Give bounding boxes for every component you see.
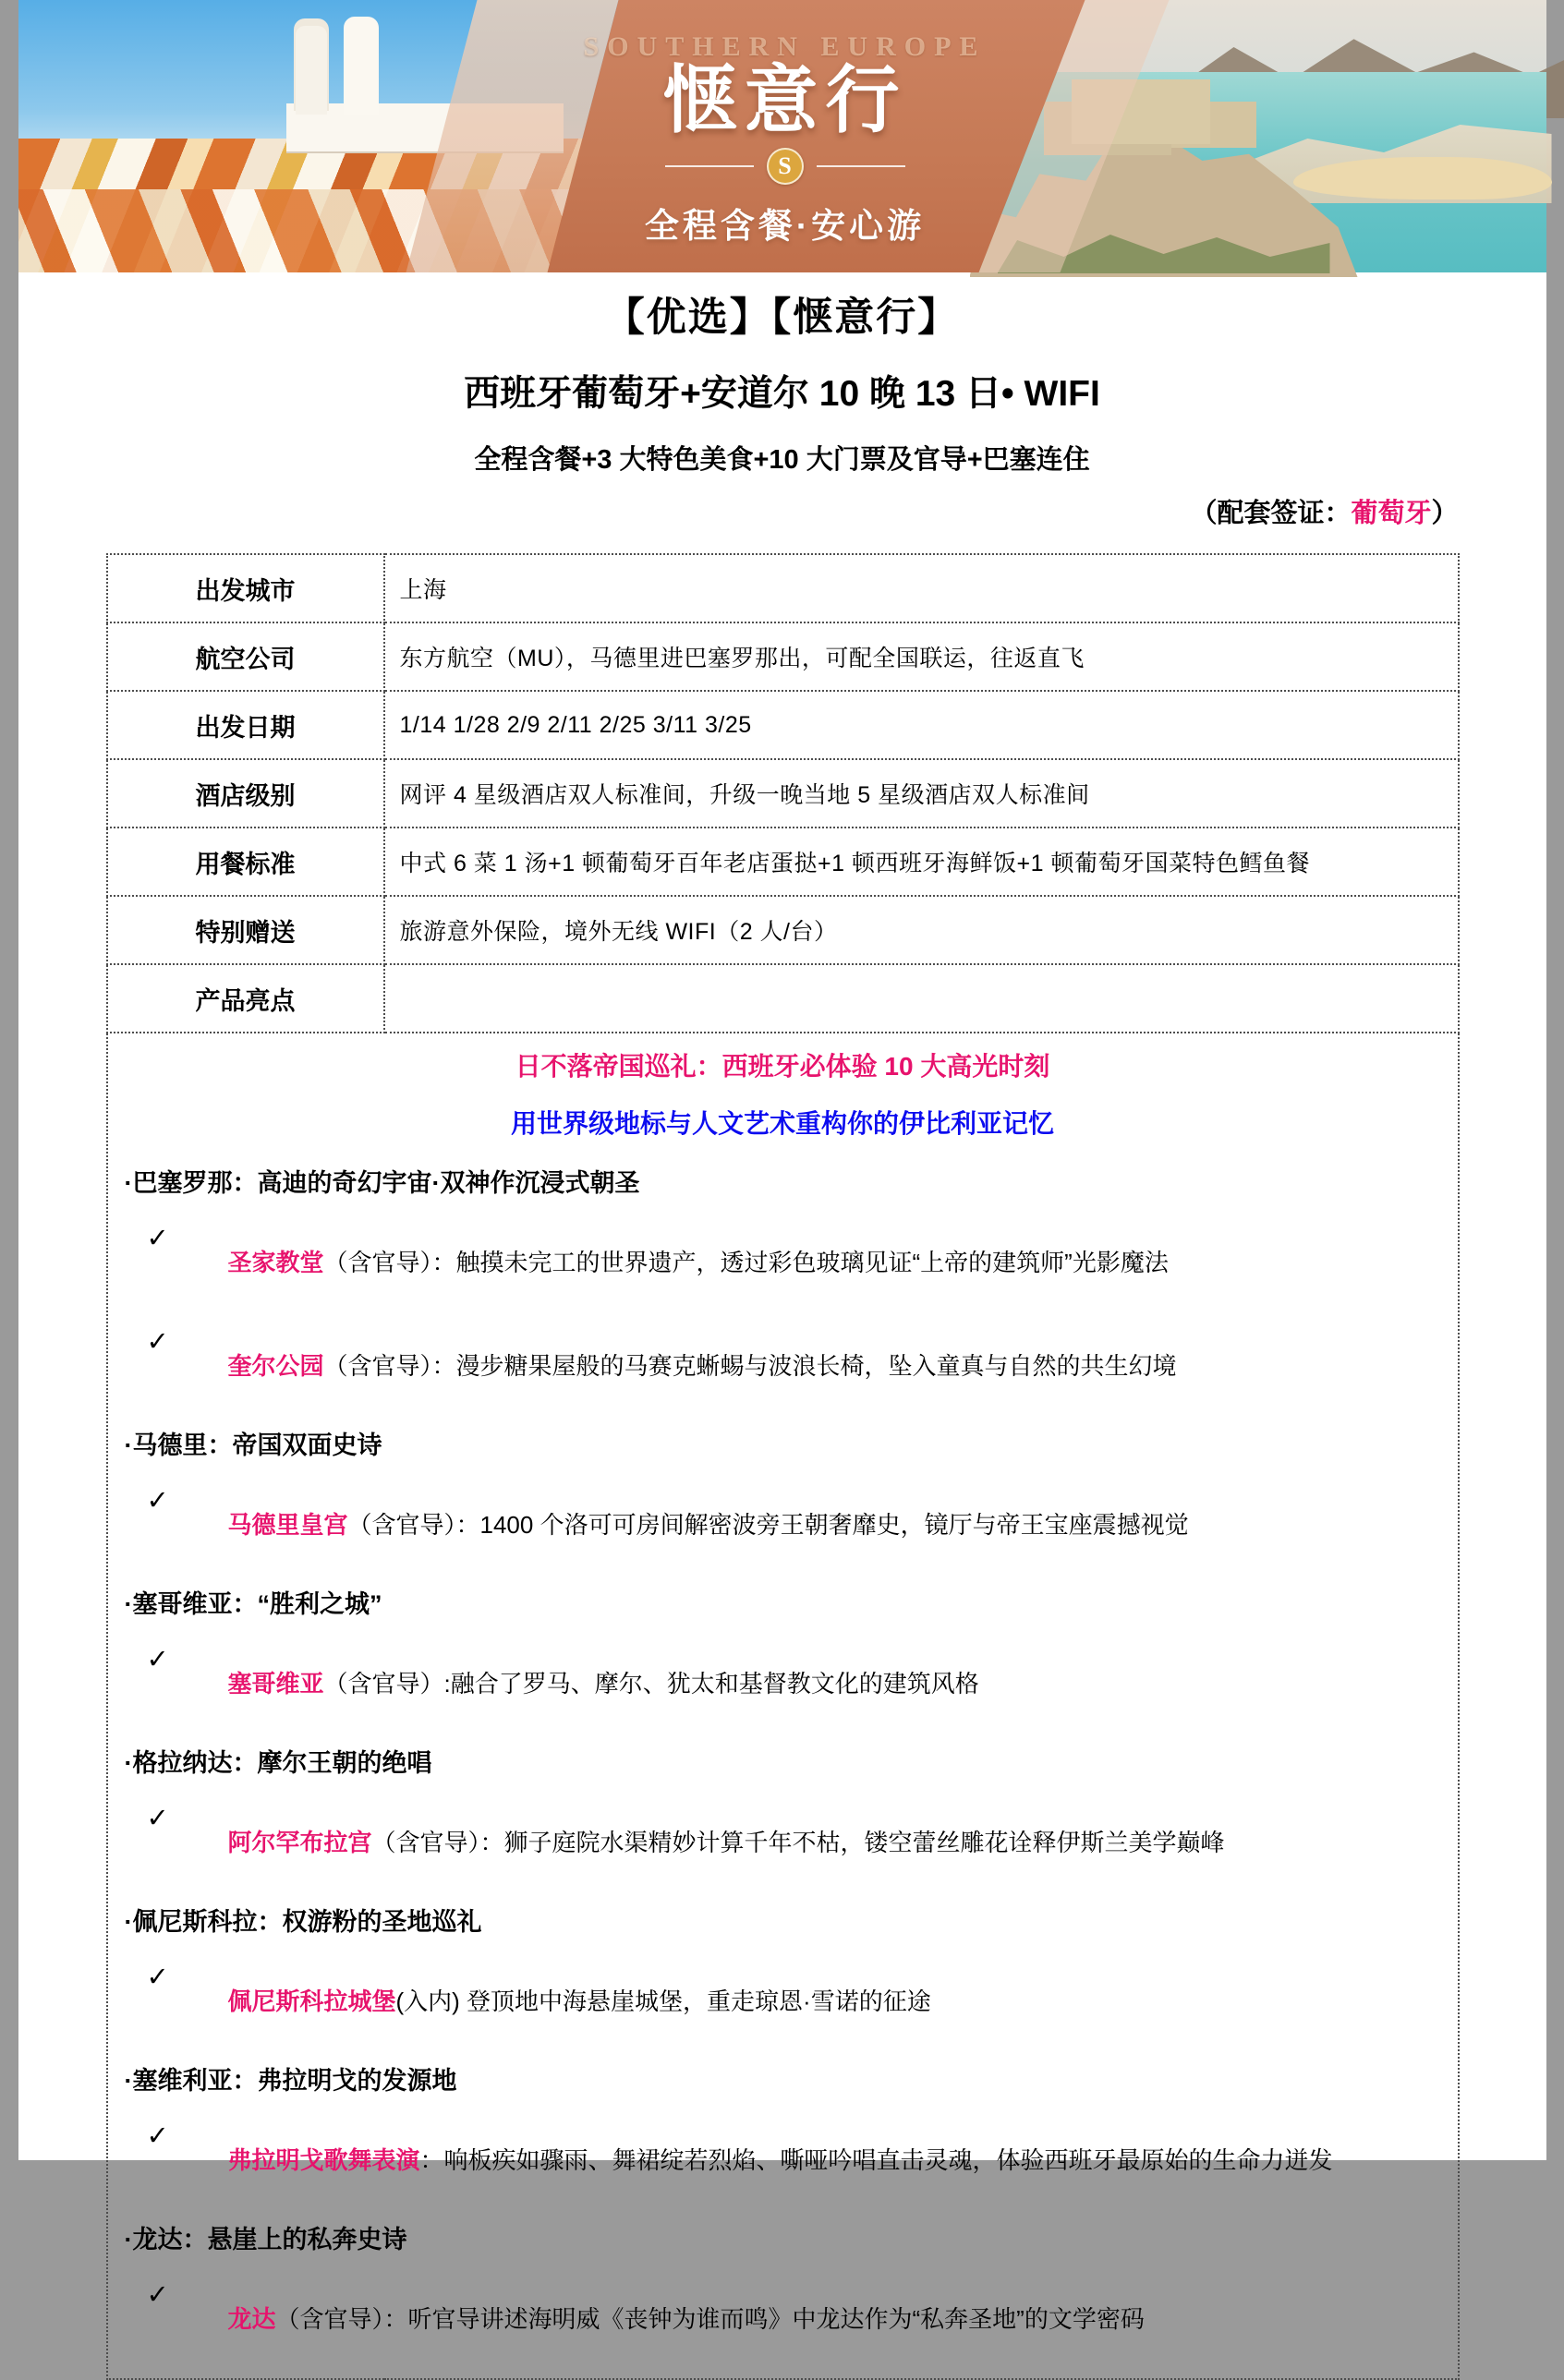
row-value xyxy=(384,964,1459,1033)
banner-brand-title: 惬意行 xyxy=(499,63,1072,140)
highlight-text xyxy=(228,1974,1441,2029)
highlight-city-segovia: ·塞哥维亚：“胜利之城” xyxy=(125,1577,1441,1632)
highlight-city-granada: ·格拉纳达：摩尔王朝的绝唱 xyxy=(125,1735,1441,1791)
highlight-item-sagrada-familia xyxy=(125,1211,1441,1314)
table-row-product-highlights xyxy=(107,964,1459,1033)
highlight-name: 龙达 xyxy=(228,2305,276,2333)
page-title: 【优选】【惬意行】 xyxy=(18,295,1546,341)
highlight-item-royal-palace xyxy=(125,1473,1441,1577)
highlight-desc: (入内) 登顶地中海悬崖城堡，重走琼恩·雪诺的征途 xyxy=(396,1987,931,2015)
check-icon: ✓ xyxy=(125,1632,228,1687)
highlight-name: 佩尼斯科拉城堡 xyxy=(228,1987,396,2015)
row-label: 出发城市 xyxy=(107,554,384,622)
row-value: 东方航空（MU），马德里进巴塞罗那出，可配全国联运，往返直飞 xyxy=(384,622,1459,691)
highlight-name: 阿尔罕布拉宫 xyxy=(228,1829,372,1856)
check-icon: ✓ xyxy=(125,1950,228,2005)
highlight-desc: （含官导）:融合了罗马、摩尔、犹太和基督教文化的建筑风格 xyxy=(324,1670,979,1697)
highlight-name: 奎尔公园 xyxy=(228,1352,324,1380)
table-row-hotel-level xyxy=(107,759,1459,828)
highlight-item-park-guell xyxy=(125,1314,1441,1418)
row-label: 出发日期 xyxy=(107,691,384,759)
banner-slogan: 全程含餐·安心游 xyxy=(499,198,1072,248)
divider-line-left xyxy=(665,165,754,167)
highlight-name: 弗拉明戈歌舞表演 xyxy=(228,2146,420,2174)
highlight-desc: （含官导）：漫步糖果屋般的马赛克蜥蜴与波浪长椅，坠入童真与自然的共生幻境 xyxy=(324,1352,1177,1380)
highlight-headline-primary: 日不落帝国巡礼：西班牙必体验 10 大高光时刻 xyxy=(125,1048,1441,1085)
visa-note-prefix: （配套签证： xyxy=(1190,499,1351,528)
highlight-desc: （含官导）：触摸未完工的世界遗产，透过彩色玻璃见证“上帝的建筑师”光影魔法 xyxy=(324,1249,1169,1276)
highlight-city-seville: ·塞维利亚：弗拉明戈的发源地 xyxy=(125,2053,1441,2108)
row-label: 酒店级别 xyxy=(107,759,384,828)
banner-divider xyxy=(499,148,1072,185)
banner-center-content xyxy=(499,0,1072,272)
table-row-airline xyxy=(107,622,1459,691)
row-value: 上海 xyxy=(384,554,1459,622)
info-table xyxy=(106,553,1460,2380)
row-label: 特别赠送 xyxy=(107,896,384,964)
highlight-city-ronda: ·龙达：悬崖上的私奔史诗 xyxy=(125,2212,1441,2267)
row-value: 中式 6 菜 1 汤+1 顿葡萄牙百年老店蛋挞+1 顿西班牙海鲜饭+1 顿葡萄牙国菜特色鳕鱼餐 xyxy=(384,828,1459,896)
visa-note xyxy=(18,498,1459,529)
trip-subtitle: 全程含餐+3 大特色美食+10 大门票及官导+巴塞连住 xyxy=(18,444,1546,476)
check-icon: ✓ xyxy=(125,1211,228,1266)
highlight-desc: （含官导）：狮子庭院水渠精妙计算千年不枯，镂空蕾丝雕花诠释伊斯兰美学巅峰 xyxy=(372,1829,1225,1856)
visa-note-suffix: ） xyxy=(1431,499,1458,528)
coast-beach-art xyxy=(1293,157,1552,199)
visa-country: 葡萄牙 xyxy=(1351,499,1431,528)
row-value: 网评 4 星级酒店双人标准间，升级一晚当地 5 星级酒店双人标准间 xyxy=(384,759,1459,828)
lisbon-church-tower-art xyxy=(296,26,327,115)
highlight-item-peniscola-castle xyxy=(125,1950,1441,2053)
highlight-item-ronda xyxy=(125,2267,1441,2371)
highlight-desc: （含官导）：1400 个洛可可房间解密波旁王朝奢靡史，镜厅与帝王宝座震撼视觉 xyxy=(348,1511,1189,1539)
highlight-text xyxy=(228,1235,1441,1290)
highlight-text xyxy=(228,1497,1441,1552)
check-icon: ✓ xyxy=(125,2108,228,2164)
highlight-item-segovia xyxy=(125,1632,1441,1735)
travel-flyer-page xyxy=(18,0,1546,2160)
highlight-item-alhambra xyxy=(125,1791,1441,1894)
row-label: 用餐标准 xyxy=(107,828,384,896)
lisbon-church-tower-art-2 xyxy=(344,17,379,115)
highlight-name: 马德里皇宫 xyxy=(228,1511,348,1539)
row-label: 航空公司 xyxy=(107,622,384,691)
table-row-meal-standard xyxy=(107,828,1459,896)
check-icon: ✓ xyxy=(125,2267,228,2323)
highlight-list xyxy=(125,1155,1441,2371)
highlight-desc: （含官导）：听官导讲述海明威《丧钟为谁而鸣》中龙达作为“私奔圣地”的文学密码 xyxy=(276,2305,1145,2333)
highlight-text xyxy=(228,1815,1441,1870)
highlight-city-peniscola: ·佩尼斯科拉：权游粉的圣地巡礼 xyxy=(125,1894,1441,1950)
highlight-text xyxy=(228,2132,1441,2188)
highlight-city-barcelona: ·巴塞罗那：高迪的奇幻宇宙·双神作沉浸式朝圣 xyxy=(125,1155,1441,1211)
check-icon: ✓ xyxy=(125,1791,228,1846)
highlights-section xyxy=(107,1033,1459,2379)
row-label: 产品亮点 xyxy=(107,964,384,1033)
highlight-headline-secondary: 用世界级地标与人文艺术重构你的伊比利亚记忆 xyxy=(125,1105,1441,1142)
highlight-item-flamenco-show xyxy=(125,2108,1441,2212)
highlight-name: 圣家教堂 xyxy=(228,1249,324,1276)
check-icon: ✓ xyxy=(125,1314,228,1370)
table-row-departure-dates xyxy=(107,691,1459,759)
trip-title: 西班牙葡萄牙+安道尔 10 晚 13 日• WIFI xyxy=(18,374,1546,415)
banner-tagline: SOUTHERN EUROPE xyxy=(499,31,1072,63)
row-value: 旅游意外保险，境外无线 WIFI（2 人/台） xyxy=(384,896,1459,964)
divider-line-right xyxy=(817,165,905,167)
highlight-text xyxy=(228,1656,1441,1711)
brand-logo-icon: S xyxy=(767,148,804,185)
row-value: 1/14 1/28 2/9 2/11 2/25 3/11 3/25 xyxy=(384,691,1459,759)
highlight-desc: ：响板疾如骤雨、舞裙绽若烈焰、嘶哑吟唱直击灵魂，体验西班牙最原始的生命力迸发 xyxy=(420,2146,1333,2174)
highlight-text xyxy=(228,1338,1441,1394)
table-row-special-gift xyxy=(107,896,1459,964)
table-row-departure-city xyxy=(107,554,1459,622)
highlight-name: 塞哥维亚 xyxy=(228,1670,324,1697)
check-icon: ✓ xyxy=(125,1473,228,1528)
highlight-text xyxy=(228,2291,1441,2347)
highlight-city-madrid: ·马德里：帝国双面史诗 xyxy=(125,1418,1441,1473)
banner xyxy=(18,0,1546,272)
